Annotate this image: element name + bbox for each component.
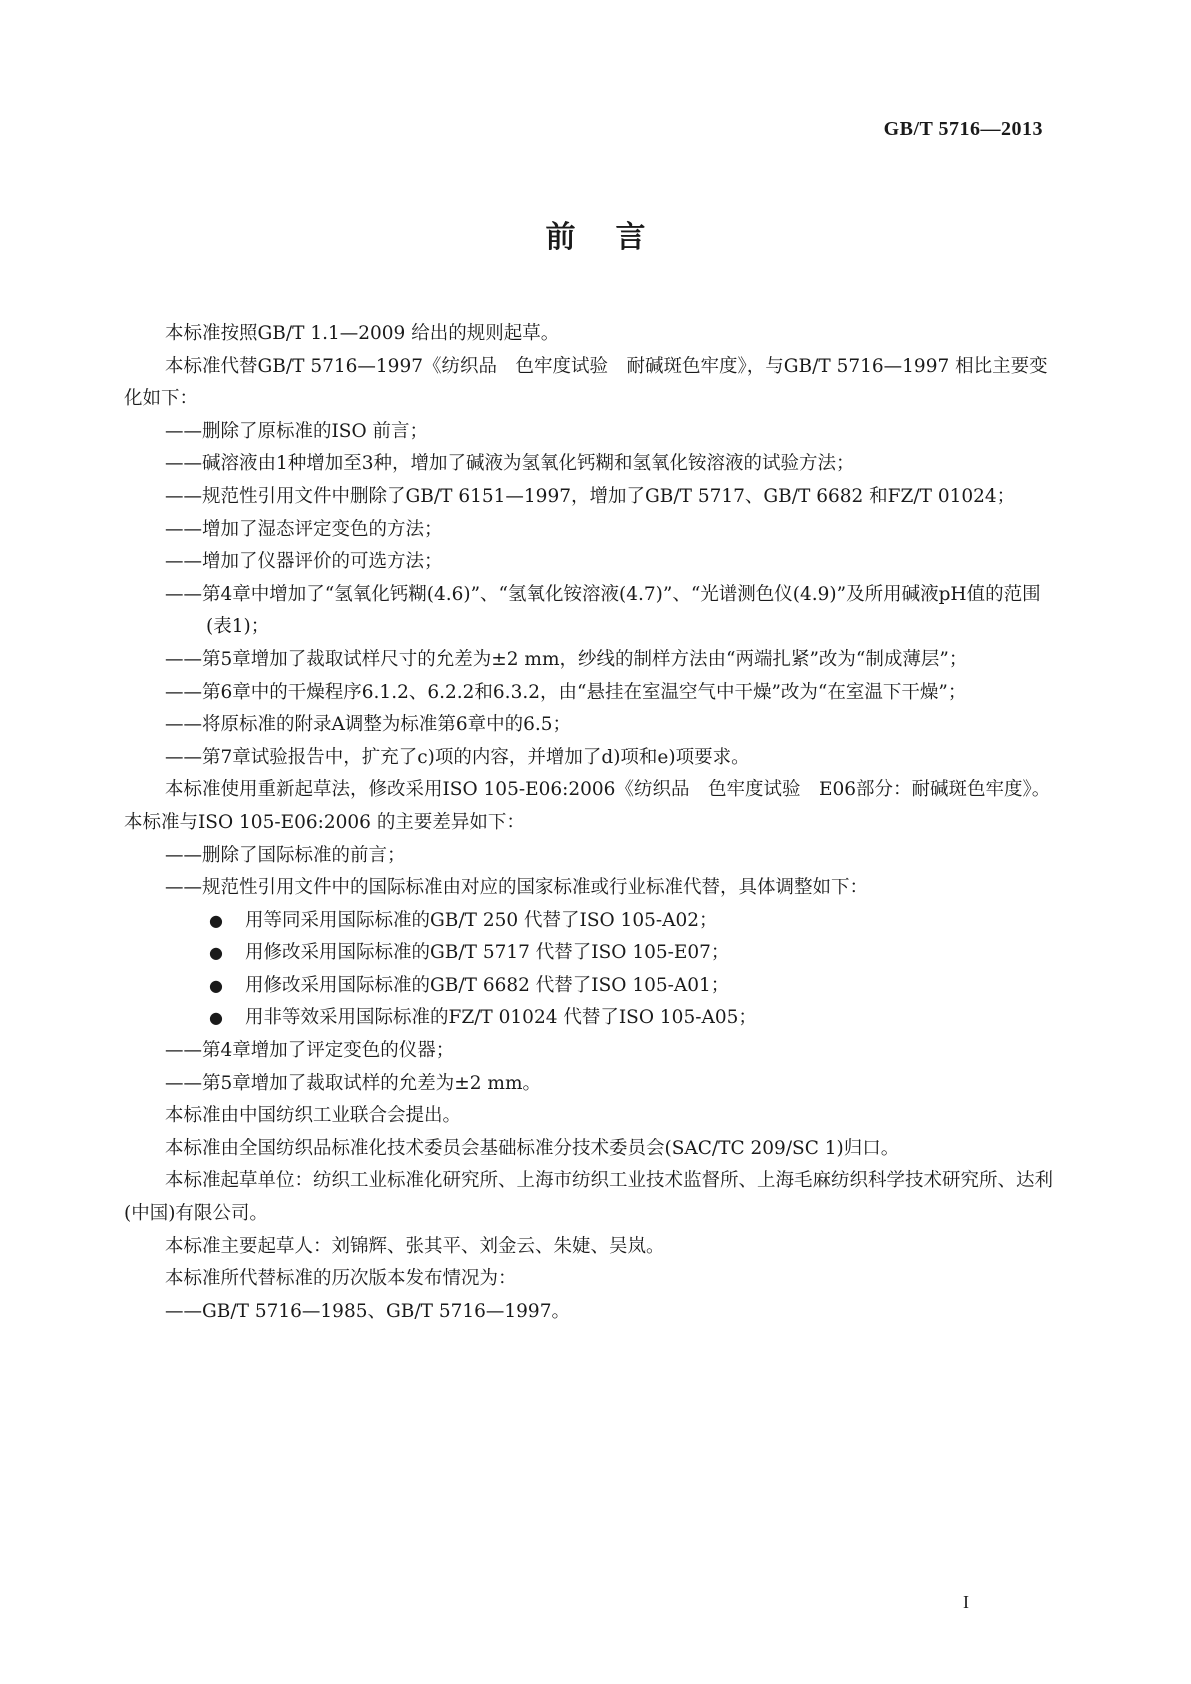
bullet-item [124, 970, 1066, 1003]
paragraph: 本标准由中国纺织工业联合会提出。 [165, 1105, 462, 1127]
bullet-item [124, 905, 1066, 938]
paragraph: 本标准使用重新起草法，修改采用ISO 105-E06:2006《纺织品 色牢度试验 E06部分：耐碱斑色牢度》。本标准与ISO 105-E06:2006 的主要差异如下： [124, 779, 1051, 833]
list-item: ——第6章中的干燥程序6.1.2、6.2.2和6.3.2，由“悬挂在室温空气中干燥”改为“在室温下干燥”； [165, 681, 967, 703]
paragraph: 本标准主要起草人：刘锦辉、张其平、刘金云、朱婕、吴岚。 [165, 1235, 665, 1257]
bullet-text: 用等同采用国际标准的GB/T 250 代替了ISO 105-A02； [245, 909, 718, 931]
list-item: ——碱溶液由1种增加至3种，增加了碱液为氢氧化钙糊和氢氧化铵溶液的试验方法； [165, 453, 855, 475]
list-item: ——删除了国际标准的前言； [165, 844, 406, 866]
list-item: ——第5章增加了裁取试样的允差为±2 mm。 [165, 1072, 542, 1094]
list-item: ——规范性引用文件中删除了GB/T 6151—1997，增加了GB/T 5717、GB/T 6682 和FZ/T 01024； [165, 485, 1016, 507]
paragraph: 本标准由全国纺织品标准化技术委员会基础标准分技术委员会(SAC/TC 209/SC 1)归口。 [165, 1137, 900, 1159]
bullet-icon: ● [209, 943, 223, 963]
bullet-item [124, 1002, 1066, 1035]
list-item: ——GB/T 5716—1985、GB/T 5716—1997。 [165, 1300, 570, 1322]
standard-code: GB/T 5716—2013 [883, 118, 1043, 140]
list-item: ——增加了仪器评价的可选方法； [165, 551, 443, 573]
foreword-body [124, 318, 1066, 1328]
bullet-icon: ● [209, 910, 223, 930]
page-number: I [963, 1592, 969, 1612]
list-item: ——增加了湿态评定变色的方法； [165, 518, 443, 540]
paragraph: 本标准所代替标准的历次版本发布情况为： [165, 1268, 517, 1290]
bullet-text: 用非等效采用国际标准的FZ/T 01024 代替了ISO 105-A05； [245, 1007, 757, 1029]
list-item: ——第7章试验报告中，扩充了c)项的内容，并增加了d)项和e)项要求。 [165, 746, 750, 768]
paragraph: 本标准起草单位：纺织工业标准化研究所、上海市纺织工业技术监督所、上海毛麻纺织科学技术研究所、达利(中国)有限公司。 [124, 1170, 1054, 1225]
paragraph: 本标准代替GB/T 5716—1997《纺织品 色牢度试验 耐碱斑色牢度》，与GB/T 5716—1997 相比主要变化如下： [124, 355, 1048, 410]
list-item: ——删除了原标准的ISO 前言； [165, 420, 429, 442]
bullet-item [124, 937, 1066, 970]
bullet-text: 用修改采用国际标准的GB/T 6682 代替了ISO 105-A01； [245, 974, 730, 996]
list-item: ——第4章增加了评定变色的仪器； [165, 1040, 455, 1062]
paragraph: 本标准按照GB/T 1.1—2009 给出的规则起草。 [165, 323, 560, 344]
page-title: 前言 [545, 220, 686, 255]
list-item: ——第4章中增加了“氢氧化钙糊(4.6)”、“氢氧化铵溶液(4.7)”、“光谱测色仪(4.9)”及所用碱液pH值的范围(表1)； [165, 583, 1041, 638]
bullet-icon: ● [209, 1008, 223, 1028]
bullet-icon: ● [209, 975, 223, 995]
bullet-text: 用修改采用国际标准的GB/T 5717 代替了ISO 105-E07； [245, 942, 730, 964]
list-item: ——规范性引用文件中的国际标准由对应的国家标准或行业标准代替，具体调整如下： [165, 877, 869, 899]
list-item: ——将原标准的附录A调整为标准第6章中的6.5； [165, 714, 572, 736]
list-item: ——第5章增加了裁取试样尺寸的允差为±2 mm，纱线的制样方法由“两端扎紧”改为“制成薄层”； [165, 648, 968, 670]
